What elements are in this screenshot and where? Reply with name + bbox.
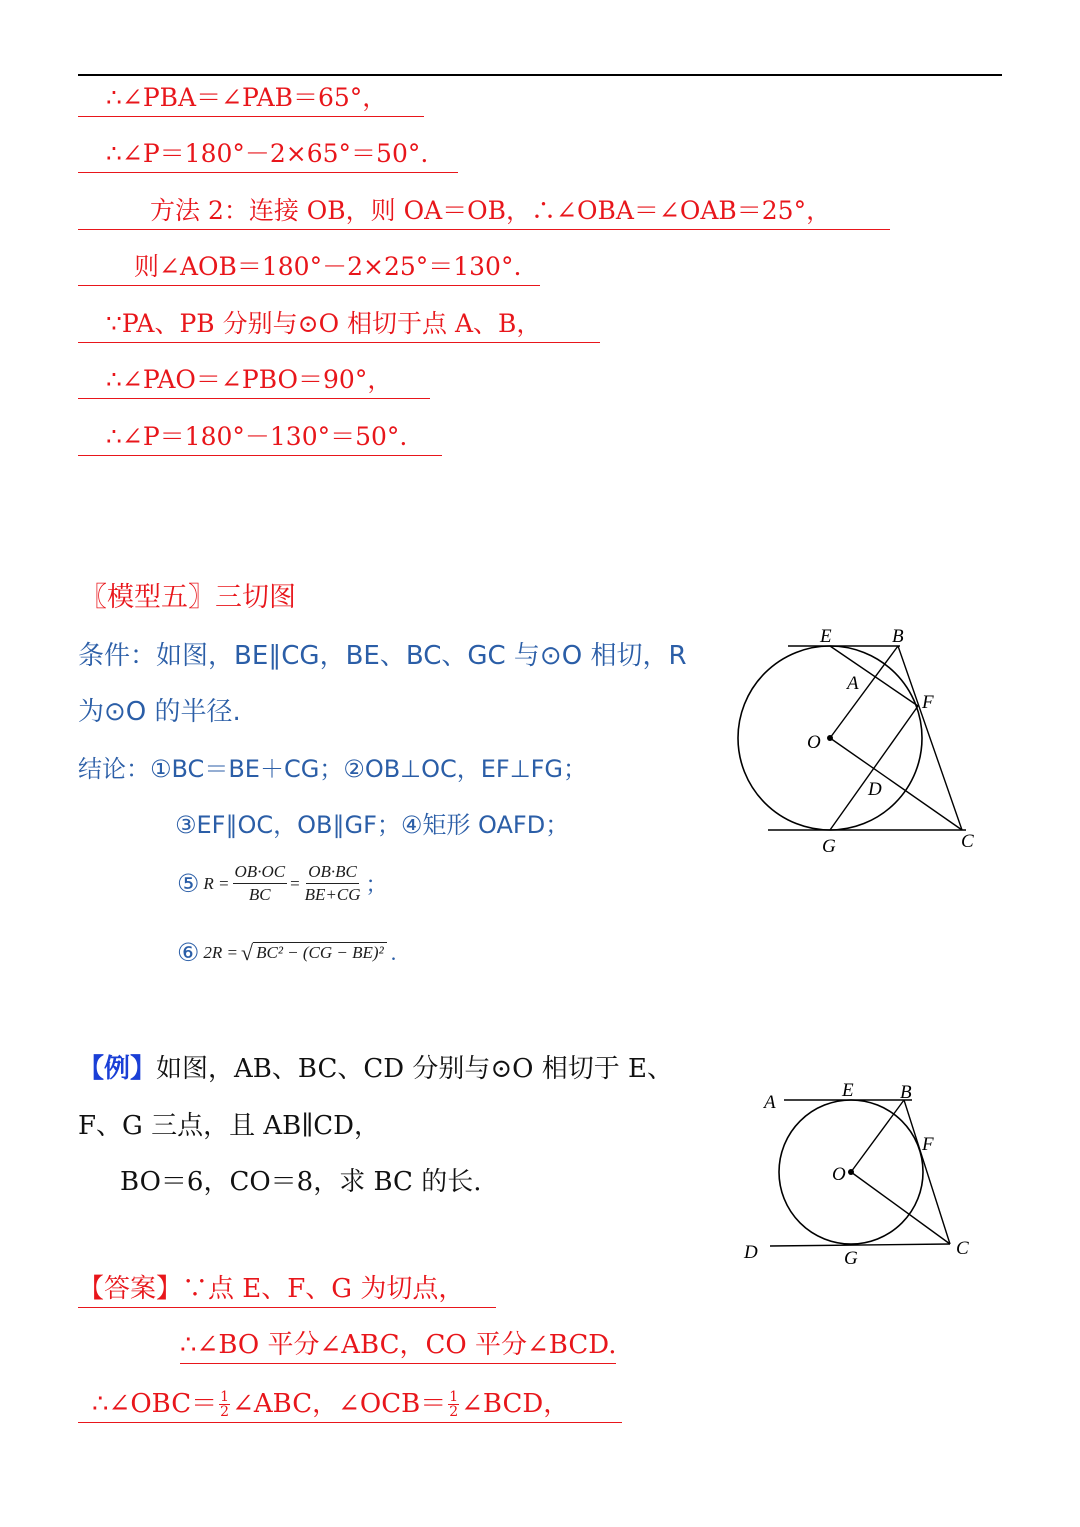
model-label-d: D [868, 779, 882, 800]
model-figure [730, 620, 990, 860]
model-condition-line-2: 为⊙O 的半径. [78, 697, 241, 727]
example-label-c: C [956, 1238, 969, 1259]
solution-line-1: ∴∠PBA＝∠PAB＝65°， [78, 82, 424, 117]
formula-5-end: ； [365, 872, 388, 897]
formula-5-numerator-2: OB·BC [306, 862, 359, 884]
model-condition-line-1: 条件：如图，BE∥CG，BE、BC、GC 与⊙O 相切，R [78, 641, 687, 671]
example-label-g: G [844, 1248, 858, 1268]
answer-line-1-text: ∵点 E、F、G 为切点， [182, 1274, 465, 1304]
segment-oc [851, 1172, 950, 1244]
solution-line-4: 则∠AOB＝180°－2×25°＝130°. [78, 251, 540, 286]
tangent-line-bc [904, 1100, 950, 1244]
formula-5-denominator-1: BC [248, 885, 271, 904]
answer-line-3-part-c: ∠BCD， [461, 1389, 570, 1419]
segment-ob [830, 646, 898, 738]
example-line-1-text: 如图，AB、BC、CD 分别与⊙O 相切于 E、 [156, 1054, 673, 1084]
solution-line-5: ∵PA、PB 分别与⊙O 相切于点 A、B， [78, 308, 600, 343]
formula-6-radicand: BC² − (CG − BE)² [253, 942, 387, 963]
example-figure [740, 1078, 990, 1268]
formula-5 [177, 862, 388, 905]
solution-line-2: ∴∠P＝180°－2×65°＝50°. [78, 138, 458, 173]
sqrt-icon: √ [241, 939, 254, 965]
segment-fg [830, 706, 918, 830]
formula-6-lhs: 2R = [203, 942, 239, 962]
model-conclusion-line-2: ③EF∥OC，OB∥GF；④矩形 OAFD； [175, 811, 570, 839]
example-label-f: F [922, 1134, 934, 1155]
formula-6-end: . [390, 939, 397, 965]
top-divider [78, 74, 1002, 76]
center-point [827, 735, 833, 741]
answer-line-2: ∴∠BO 平分∠ABC，CO 平分∠BCD. [180, 1329, 616, 1364]
answer-line-1 [78, 1273, 496, 1308]
model-heading: 〖模型五〗三切图 [80, 582, 296, 613]
half-fraction-2-num: 1 [449, 1388, 459, 1405]
model-label-b: B [892, 626, 904, 647]
model-label-c: C [961, 831, 974, 852]
formula-5-fraction-1 [233, 862, 288, 905]
example-label-b: B [900, 1082, 912, 1103]
formula-5-fraction-2 [303, 862, 363, 905]
formula-5-lhs: R = [203, 873, 230, 893]
tangent-line-cd [770, 1244, 950, 1246]
model-label-g: G [822, 836, 836, 857]
model-label-a: A [847, 673, 859, 694]
half-fraction-2 [448, 1390, 459, 1419]
solution-line-6: ∴∠PAO＝∠PBO＝90°， [78, 364, 430, 399]
answer-tag: 【答案】 [78, 1274, 183, 1304]
answer-line-3-part-a: ∴∠OBC＝ [92, 1389, 218, 1419]
half-fraction-1-den: 2 [220, 1403, 230, 1420]
example-label-d: D [744, 1242, 758, 1263]
example-tag: 【例】 [78, 1054, 157, 1084]
example-line-2: F、G 三点，且 AB∥CD， [78, 1111, 380, 1141]
answer-line-3 [78, 1388, 622, 1423]
example-line-3: BO＝6，CO＝8，求 BC 的长. [120, 1167, 482, 1197]
formula-5-denominator-2: BE+CG [304, 885, 361, 904]
segment-oc [830, 738, 962, 830]
model-label-f: F [922, 692, 934, 713]
segment-ef [830, 646, 918, 706]
half-fraction-1 [219, 1390, 230, 1419]
example-label-a: A [764, 1092, 776, 1113]
model-label-e: E [820, 626, 832, 647]
example-label-e: E [842, 1080, 854, 1101]
model-label-o: O [807, 732, 821, 753]
center-point [848, 1169, 854, 1175]
answer-line-3-part-b: ∠ABC，∠OCB＝ [232, 1389, 447, 1419]
solution-line-7: ∴∠P＝180°－130°＝50°. [78, 421, 442, 456]
formula-6 [177, 938, 396, 967]
formula-6-index: ⑥ [177, 938, 200, 967]
example-line-1 [78, 1053, 673, 1085]
segment-ob [851, 1100, 904, 1172]
tangent-line-bc [898, 646, 962, 830]
formula-5-numerator-1: OB·OC [233, 862, 288, 884]
model-conclusion-line-1: 结论：①BC＝BE＋CG；②OB⊥OC，EF⊥FG； [78, 755, 588, 783]
formula-5-index: ⑤ [177, 869, 200, 898]
half-fraction-2-den: 2 [449, 1403, 459, 1420]
half-fraction-1-num: 1 [220, 1388, 230, 1405]
formula-5-equals: = [290, 873, 300, 893]
solution-line-3: 方法 2：连接 OB，则 OA＝OB，∴∠OBA＝∠OAB＝25°， [78, 195, 890, 230]
example-label-o: O [832, 1164, 846, 1185]
